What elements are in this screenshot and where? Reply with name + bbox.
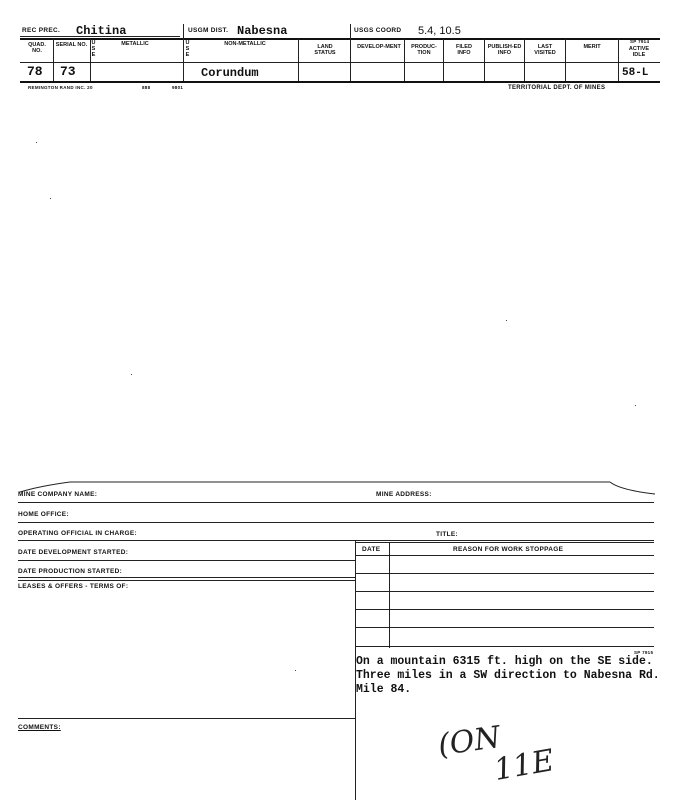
handwriting-1: (ON <box>435 719 503 764</box>
remarks-line-3: Mile 84. <box>356 683 412 696</box>
comments-label: COMMENTS: <box>18 724 61 731</box>
filed-info-header: FILED INFO <box>456 44 472 56</box>
title-label: TITLE: <box>436 531 459 538</box>
top-footer-right: TERRITORIAL DEPT. OF MINES <box>508 85 606 91</box>
bottom-form-number: SP 7915 <box>634 650 654 655</box>
quad-no-header: QUAD. NO. <box>28 42 46 54</box>
active-idle-header: ACTIVE IDLE <box>628 46 650 58</box>
metallic-header: METALLIC <box>121 41 149 47</box>
usgm-dist-label: USGM DIST. <box>188 27 229 34</box>
merit-header: MERIT <box>583 44 601 50</box>
usgs-coord-label: USGS COORD <box>354 27 402 34</box>
stoppage-date-header: DATE <box>362 546 381 553</box>
development-header: DEVELOP-MENT <box>357 44 401 50</box>
non-metallic-value: Corundum <box>201 66 259 80</box>
serial-no-value: 73 <box>60 64 76 79</box>
rec-prec-value: Chitina <box>76 24 127 38</box>
serial-no-header: SERIAL NO. <box>55 42 88 48</box>
published-info-header: PUBLISH-ED INFO <box>487 44 522 56</box>
remarks-line-1: On a mountain 6315 ft. high on the SE side. <box>356 655 653 668</box>
card-edge <box>10 476 670 500</box>
mine-address-label: MINE ADDRESS: <box>376 491 432 498</box>
top-footer-code-1: 888 <box>142 85 151 90</box>
operating-official-label: OPERATING OFFICIAL IN CHARGE: <box>18 530 137 537</box>
last-visited-header: LAST VISITED <box>534 44 556 56</box>
production-header: PRODUC-TION <box>411 44 437 56</box>
leases-label: LEASES & OFFERS - TERMS OF: <box>18 583 129 590</box>
date-development-label: DATE DEVELOPMENT STARTED: <box>18 549 129 556</box>
remarks-line-2: Three miles in a SW direction to Nabesna Rd. <box>356 669 660 682</box>
home-office-label: HOME OFFICE: <box>18 511 69 518</box>
top-footer-left: REMINGTON RAND INC. 20 <box>28 85 93 90</box>
usgs-coord-value: 5.4, 10.5 <box>418 25 461 37</box>
rec-prec-label: REC PREC. <box>22 27 61 34</box>
top-footer-code-2: 9801 <box>172 85 184 90</box>
use-header-2: U S E <box>185 40 190 58</box>
handwriting-2: 11E <box>491 743 557 788</box>
use-header-1: U S E <box>91 40 96 58</box>
usgm-dist-value: Nabesna <box>237 24 288 38</box>
non-metallic-header: NON-METALLIC <box>224 41 266 47</box>
mine-company-label: MINE COMPANY NAME: <box>18 491 98 498</box>
land-status-header: LAND STATUS <box>314 44 336 56</box>
stoppage-reason-header: REASON FOR WORK STOPPAGE <box>453 546 564 553</box>
date-production-label: DATE PRODUCTION STARTED: <box>18 568 123 575</box>
active-idle-value: 58-L <box>622 67 649 79</box>
top-form-number: SP 7914 <box>630 39 650 44</box>
quad-no-value: 78 <box>27 64 43 79</box>
